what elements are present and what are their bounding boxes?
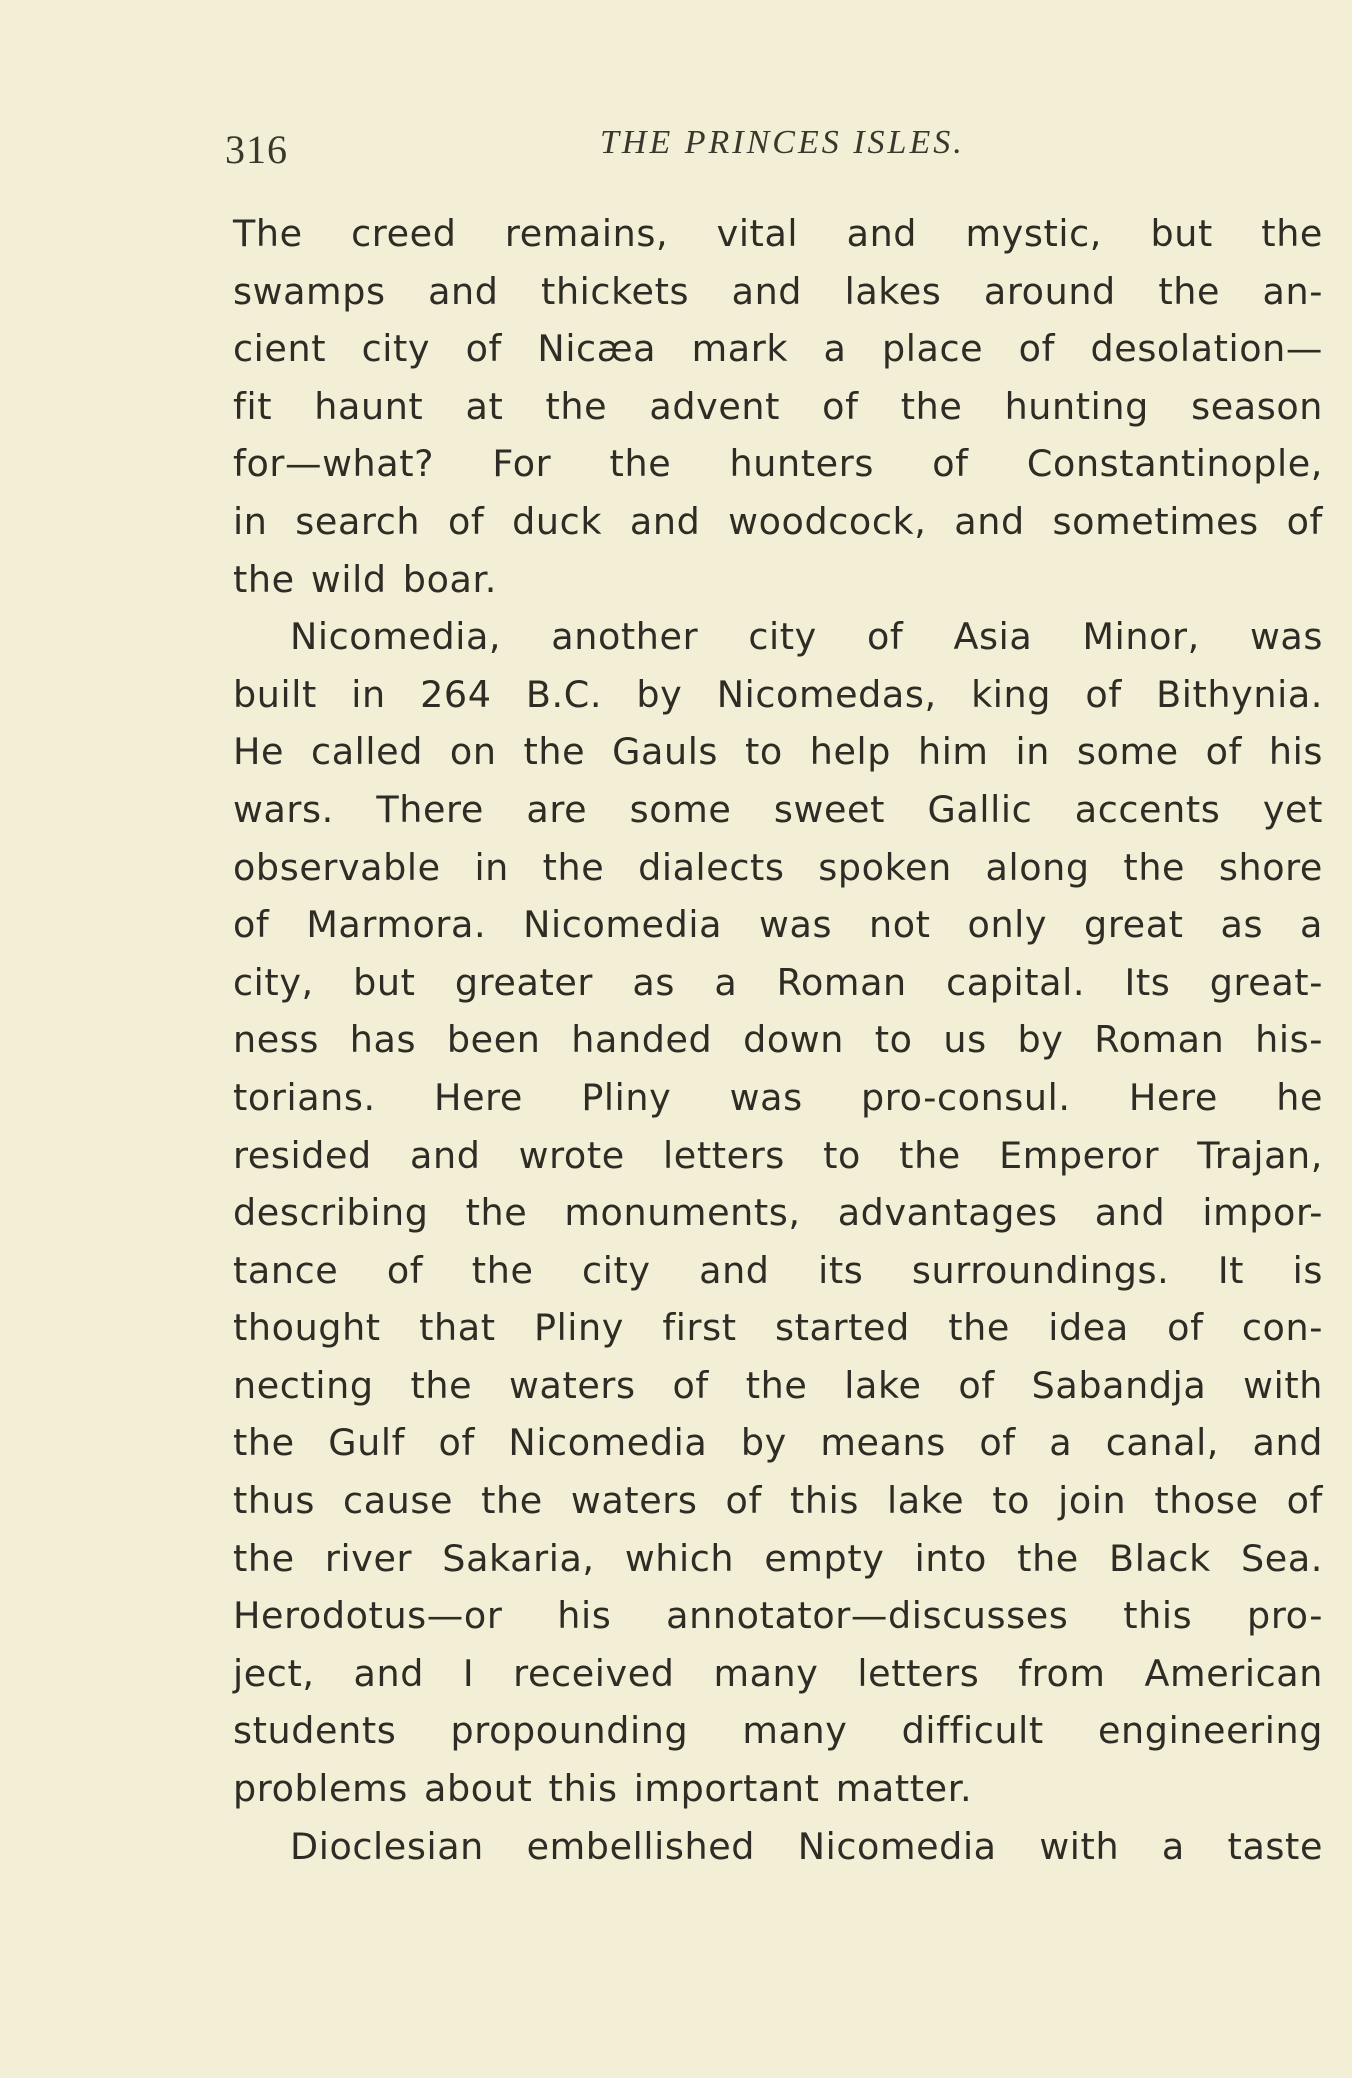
text-line: built in 264 B.C. by Nicomedas, king of Bithynia. — [233, 672, 1323, 716]
text-line: The creed remains, vital and mystic, but the — [233, 212, 1323, 255]
text-line: the Gulf of Nicomedia by means of a canal, and — [233, 1421, 1323, 1465]
text-line: of Marmora. Nicomedia was not only great as a — [233, 903, 1323, 947]
text-line: swamps and thickets and lakes around the an- — [233, 269, 1323, 313]
text-line: the wild boar. — [233, 557, 497, 601]
page-number: 316 — [225, 127, 288, 172]
running-head — [225, 118, 1325, 178]
text-line: fit haunt at the advent of the hunting season — [233, 384, 1323, 428]
text-line: for—what? For the hunters of Constantinople, — [233, 442, 1323, 486]
text-line: the river Sakaria, which empty into the Black Sea. — [233, 1536, 1323, 1580]
text-line: tance of the city and its surroundings. It is — [233, 1248, 1323, 1292]
text-line: ness has been handed down to us by Roman his- — [233, 1018, 1323, 1062]
text-line: thus cause the waters of this lake to join those of — [233, 1479, 1323, 1523]
text-line: Herodotus—or his annotator—discusses this pro- — [233, 1594, 1323, 1638]
text-line: ject, and I received many letters from American — [233, 1651, 1323, 1695]
text-line: describing the monuments, advantages and impor- — [233, 1191, 1323, 1235]
text-line: resided and wrote letters to the Emperor Trajan, — [233, 1133, 1323, 1177]
text-line: He called on the Gauls to help him in some of his — [233, 730, 1323, 774]
text-line: in search of duck and woodcock, and sometimes of — [233, 499, 1323, 543]
text-line: problems about this important matter. — [233, 1767, 973, 1811]
text-line: wars. There are some sweet Gallic accents yet — [233, 787, 1323, 831]
paragraph-start-line: Nicomedia, another city of Asia Minor, was — [290, 615, 1323, 659]
text-line: city, but greater as a Roman capital. Its great- — [233, 960, 1323, 1004]
body-text — [233, 205, 1323, 1875]
paragraph-start-line: Dioclesian embellished Nicomedia with a taste — [290, 1824, 1323, 1868]
text-line: cient city of Nicæa mark a place of desolation— — [233, 327, 1323, 371]
text-line: torians. Here Pliny was pro-consul. Here he — [233, 1075, 1323, 1119]
running-title: THE PRINCES ISLES. — [600, 124, 965, 161]
text-line: students propounding many difficult engineering — [233, 1709, 1323, 1753]
text-line: necting the waters of the lake of Sabandja with — [233, 1363, 1323, 1407]
text-line: observable in the dialects spoken along the shore — [233, 845, 1323, 889]
text-line: thought that Pliny first started the idea of con- — [233, 1306, 1323, 1350]
